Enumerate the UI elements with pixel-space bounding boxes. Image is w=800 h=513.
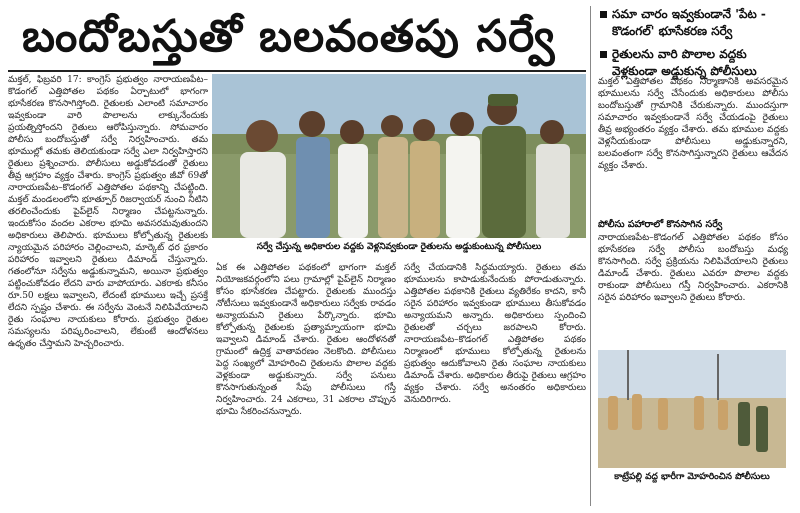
article-column-1: మక్తల్, ఫిబ్రవరి 17: కాంగ్రెస్ ప్రభుత్వం నారాయణపేట–కొడంగల్ ఎత్తిపోతల పథకం ఏర్పాటులో భాగంగా భూసేకరణ కొనసాగిస్తోంది. రైతులకు ఎలాంటి సమాచారం ఇవ్వకుండా వారి పొలాలను లాక్కునేందుకు ప్రయత్నిస్తోందని రైతులు ఆరోపిస్తున్నారు. సోమవారం పోలీసు బందోబస్తుతో సర్వే నిర్వహించారు. తమ భూముల్లో తమకు తెలియకుండా సర్వే ఎలా నిర్వహిస్తారని రైతులు ప్రశ్నించారు. పోలీసులు అడ్డుకోవడంతో రైతులు తీవ్ర ఆగ్రహం వ్యక్తం చేశారు. కాంగ్రెస్ ప్రభుత్వం జీవో 69తో నారాయణపేట–కొడంగల్ ఎత్తిపోతల పథకాన్ని చేపట్టింది. మక్తల్ మండలంలోని భూత్పూర్ రిజర్వాయర్ నుంచి నీటిని తరలించేందుకు పైప్‌లైన్ నిర్మాణం చేపట్టనున్నారు. ఇందుకోసం వందల ఎకరాల భూమి అవసరమవుతుందని అధికారులు తెలిపారు. భూములు కోల్పోతున్న రైతులకు న్యాయమైన పరిహారం చెల్లించాలని, మార్కెట్ ధర ప్రకారం పరిహారం ఇవ్వాలని రైతులు డిమాండ్ చేస్తున్నారు. గతంలోనూ సర్వేను అడ్డుకున్నామని, అయినా ప్రభుత్వం పట్టించుకోవడం లేదని వారు వాపోయారు. ఎకరాకు కనీసం రూ.50 లక్షలు ఇవ్వాలని, లేదంటే భూములు ఇచ్చే ప్రసక్తే లేదని స్పష్టం చేశారు. ఈ సర్వేను వెంటనే నిలిపివేయాలని రైతు సంఘాల నాయకులు కోరారు. ప్రభుత్వం రైతుల సమస్యలను పరిష్కరించాలని, లేకుంటే ఆందోళనలు ఉధృతం చేస్తామని హెచ్చరించారు.	[8, 75, 208, 349]
main-photo	[212, 74, 586, 238]
sidebar-body-text: మక్తల్ ఎత్తిపోతల పథకం నిర్మాణానికి అవసరమైన భూములను సర్వే చేసేందుకు అధికారులు పోలీసు బందోబస్తుతో గ్రామానికి చేరుకున్నారు. ముందస్తుగా సమాచారం ఇవ్వకుండానే సర్వే చేయడంపై రైతులు తీవ్ర అభ్యంతరం వ్యక్తం చేశారు. తమ భూముల వద్దకు వెళ్లనీయకుండా పోలీసులు అడ్డుకున్నారని, బలవంతంగా సర్వే కొనసాగిస్తున్నారని రైతులు ఆవేదన వ్యక్తం చేశారు.	[598, 76, 788, 171]
sidebar-highlight-2: రైతులను వారి పొలాల వద్దకు వెళ్లకుండా అడ్డుకున్న పోలీసులు	[598, 46, 794, 80]
headline: బందోబస్తుతో బలవంతపు సర్వే	[22, 11, 556, 62]
article-column-3: సర్వే చేయడానికి సిద్ధమయ్యారు. రైతులు తమ భూములను కాపాడుకునేందుకు పోరాడుతున్నారు. ఎత్తిపోతల పథకానికి రైతులు వ్యతిరేకం కాదని, కానీ సరైన పరిహారం ఇవ్వకుండా భూములు తీసుకోవడం అన్యాయమని అన్నారు. అధికారులు స్పందించి రైతులతో చర్చలు జరపాలని కోరారు. నారాయణపేట–కొడంగల్ ఎత్తిపోతల పథకం నిర్మాణంలో భూములు కోల్పోతున్న రైతులను ప్రభుత్వం ఆదుకోవాలని రైతు సంఘాల నాయకులు డిమాండ్ చేశారు. అధికారుల తీరుపై రైతులు ఆగ్రహం వ్యక్తం చేశారు. సర్వే అనంతరం అధికారులు వెనుదిరిగారు.	[404, 263, 586, 405]
secondary-photo-caption: కాట్రేపల్లి వద్ద భారీగా మోహరించిన పోలీసులు	[614, 472, 770, 482]
sidebar-highlights	[598, 6, 794, 86]
main-photo-caption: సర్వే చేస్తున్న అధికారుల వద్దకు వెళ్లనివ్వకుండా రైతులను అడ్డుకుంటున్న పోలీసులు	[256, 242, 542, 252]
sidebar-highlight-1: సమా చారం ఇవ్వకుండానే 'పేట - కొడంగల్' భూసేకరణ సర్వే	[598, 6, 794, 40]
headline-rule	[8, 70, 586, 72]
sidebar-body-text-2: నారాయణపేట–కొడంగల్ ఎత్తిపోతల పథకం కోసం భూసేకరణ సర్వే పోలీసు బందోబస్తు మధ్య కొనసాగింది. సర్వే ప్రక్రియను నిలిపివేయాలని రైతులు డిమాండ్ చేశారు. రైతులు ఎవరూ పొలాల వద్దకు రాకుండా పోలీసులు గస్తీ నిర్వహించారు. ఎకరానికి సరైన పరిహారం ఇవ్వాలని రైతులు కోరారు.	[598, 232, 788, 303]
sidebar-subheading: పోలీసు పహారాలో కొనసాగిన సర్వే	[598, 219, 723, 230]
column-divider	[590, 6, 591, 506]
secondary-photo	[598, 350, 786, 468]
article-column-2: ఏక ఈ ఎత్తిపోతల పథకంలో భాగంగా మక్తల్ నియోజకవర్గంలోని పలు గ్రామాల్లో పైప్‌లైన్ నిర్మాణం కోసం భూసేకరణ చేపట్టారు. రైతులకు ముందస్తు నోటీసులు ఇవ్వకుండానే అధికారులు సర్వేకు రావడం అన్యాయమని రైతులు పేర్కొన్నారు. భూమి కోల్పోతున్న రైతులకు ప్రత్యామ్నాయంగా భూమి ఇవ్వాలని డిమాండ్ చేశారు. రైతుల ఆందోళనతో గ్రామంలో ఉద్రిక్త వాతావరణం నెలకొంది. పోలీసులు పెద్ద సంఖ్యలో మోహరించి రైతులను పొలాల వద్దకు వెళ్లకుండా అడ్డుకున్నారు. సర్వే పనులు కొనసాగుతున్నంత సేపు పోలీసులు గస్తీ నిర్వహించారు. 24 ఎకరాలు, 31 ఎకరాల చొప్పున భూమి సేకరించనున్నారు.	[216, 263, 396, 417]
